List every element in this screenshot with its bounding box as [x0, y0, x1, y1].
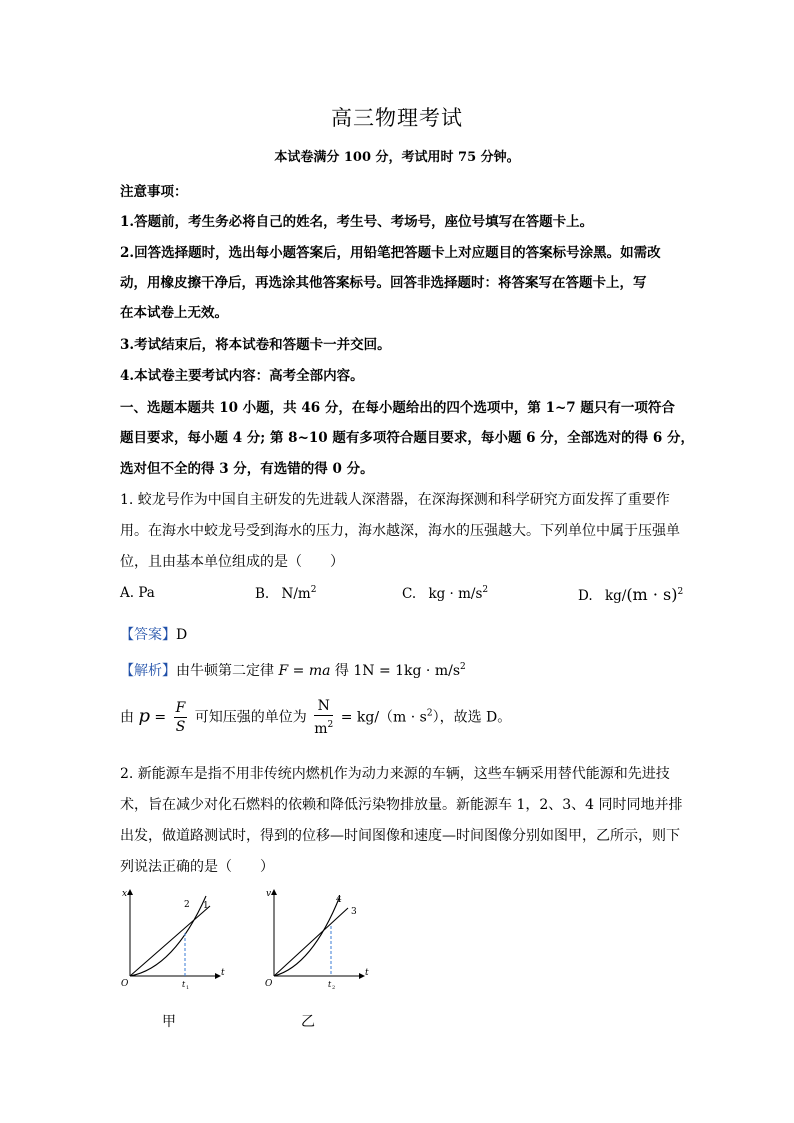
exponent: 2	[310, 585, 317, 595]
note-line: 动，用橡皮擦干净后，再选涂其他答案标号。回答非选择题时：将答案写在答题卡上，写	[120, 275, 647, 291]
answer-line	[120, 624, 187, 644]
graph-jia-position-time	[118, 882, 230, 992]
y-axis-label: x	[122, 889, 128, 899]
option-d-label: D.	[578, 588, 593, 604]
analysis-text: 可知压强的单位为	[194, 709, 307, 726]
notes-heading: 注意事项：	[120, 184, 188, 200]
fraction-numerator: N	[314, 697, 333, 716]
analysis-line-2: 由 p = $\frac{F}{S}$ 可知压强的单位为 $\frac{N}{m^2}$ = $kg/(m \cdot s^2)$，故选 D。	[120, 698, 512, 737]
option-d-paren: (m · s)	[626, 585, 678, 604]
option-d	[578, 585, 683, 604]
analysis-text: 由牛顿第二定律	[176, 663, 274, 679]
formula-unit: 得 1N = 1kg · m/s	[330, 663, 461, 679]
formula-eq: =	[288, 663, 309, 679]
fraction-denominator: S	[175, 719, 186, 735]
fraction-f-over-s	[174, 699, 188, 736]
curve-2-label: 2	[184, 900, 190, 910]
t1-label: t	[182, 980, 186, 989]
exponent: 2	[327, 720, 334, 730]
origin-label: O	[265, 979, 273, 989]
fraction-numerator: F	[175, 700, 186, 716]
curve-3-line	[274, 908, 348, 976]
graph-yi-velocity-time	[262, 882, 374, 992]
formula-p: p	[138, 705, 150, 727]
x-axis-label: t	[221, 968, 225, 978]
question-2-stem-line: 2. 新能源车是指不用非传统内燃机作为动力来源的车辆，这些车辆采用替代能源和先进技	[120, 766, 670, 782]
analysis-text: = kg/（m · s	[340, 709, 427, 726]
option-b-label: B.	[255, 586, 270, 602]
analysis-line-1	[120, 660, 466, 680]
question-1-stem-line: 位，且由基本单位组成的是（ ）	[120, 554, 344, 570]
note-line: 4.本试卷主要考试内容：高考全部内容。	[120, 368, 364, 384]
answer-value: D	[176, 627, 188, 643]
curve-3-label: 3	[351, 907, 357, 917]
unit-m: m	[314, 721, 328, 737]
formula-ma: ma	[308, 663, 331, 679]
exponent: 2	[460, 662, 466, 672]
option-c	[402, 585, 488, 602]
fraction-n-over-m2	[314, 697, 333, 738]
question-2-stem-line: 术，旨在减少对化石燃料的依赖和降低污染物排放量。新能源车 1，2、3、4 同时同地并排	[120, 797, 683, 813]
analysis-text: 由	[120, 709, 134, 726]
exam-subtitle: 本试卷满分 100 分，考试用时 75 分钟。	[274, 150, 520, 165]
exponent: 2	[482, 585, 489, 595]
formula-f: F	[278, 663, 289, 679]
note-line: 在本试卷上无效。	[120, 305, 228, 321]
exponent: 2	[677, 587, 684, 597]
curve-1-label: 1	[203, 901, 209, 911]
graph-jia-caption: 甲	[162, 1014, 176, 1030]
analysis-text: ），故选 D。	[432, 709, 512, 726]
t1-subscript: 1	[186, 985, 190, 991]
t2-label: t	[328, 980, 332, 989]
y-axis-label: v	[266, 889, 272, 899]
exam-title: 高三物理考试	[331, 106, 463, 130]
question-1-stem-line: 用。在海水中蛟龙号受到海水的压力，海水越深，海水的压强越大。下列单位中属于压强单	[120, 523, 680, 539]
curve-4-parabola	[274, 896, 340, 976]
x-axis-label: t	[365, 968, 369, 978]
graph-yi-caption: 乙	[301, 1014, 315, 1030]
note-line: 2.回答选择题时，选出每小题答案后，用铅笔把答题卡上对应题目的答案标号涂黑。如需改	[120, 245, 661, 261]
section-instruction-line: 一、选题本题共 10 小题，共 46 分，在每小题给出的四个选项中，第 1~7 题只有一项符合	[120, 400, 675, 416]
answer-tag: 【答案】	[120, 627, 176, 643]
question-2-stem-line: 出发，做道路测试时，得到的位移—时间图像和速度—时间图像分别如图甲，乙所示，则下	[120, 828, 680, 844]
fraction-denominator	[314, 716, 333, 738]
origin-label: O	[121, 979, 129, 989]
t2-subscript: 2	[332, 985, 336, 991]
exponent: 2	[426, 708, 433, 719]
analysis-tag: 【解析】	[120, 663, 176, 679]
section-instruction-line: 题目要求，每小题 4 分; 第 8~10 题有多项符合题目要求，每小题 6 分，全部选对的得 6 分，	[120, 430, 694, 446]
option-b	[255, 585, 316, 602]
question-1-stem-line: 1. 蛟龙号作为中国自主研发的先进载人深潜器，在深海探测和科学研究方面发挥了重要作	[120, 492, 670, 508]
curve-4-label: 4	[336, 895, 342, 905]
note-line: 3.考试结束后，将本试卷和答题卡一并交回。	[120, 337, 391, 353]
option-c-label: C.	[402, 586, 417, 602]
note-line: 1.答题前，考生务必将自己的姓名，考生号、考场号，座位号填写在答题卡上。	[120, 214, 594, 230]
curve-2-parabola	[130, 896, 206, 976]
curve-1-line	[130, 906, 210, 976]
option-c-unit: kg · m/s	[428, 586, 483, 602]
option-a: A. Pa	[120, 585, 155, 601]
option-b-unit: N/m	[281, 586, 311, 602]
question-2-stem-line: 列说法正确的是（ ）	[120, 859, 274, 875]
option-d-unit: kg/	[604, 588, 627, 604]
section-instruction-line: 选对但不全的得 3 分，有选错的得 0 分。	[120, 461, 374, 477]
